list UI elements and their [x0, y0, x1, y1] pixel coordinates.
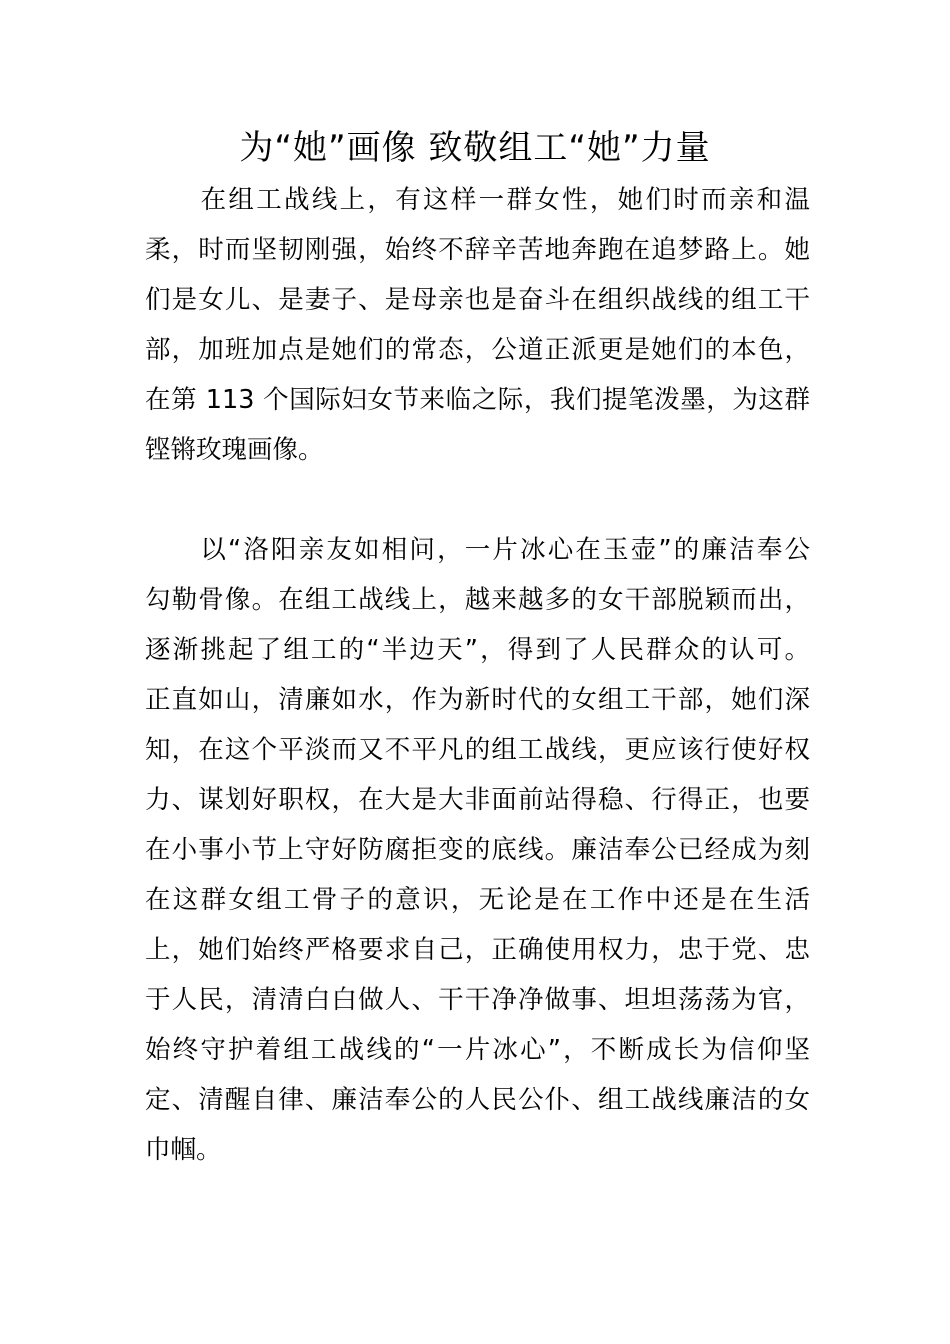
- paragraph-line: 以“洛阳亲友如相问，一片冰心在玉壶”的廉洁奉公: [145, 535, 810, 565]
- paragraph-integrity: [145, 525, 810, 1175]
- paragraph-intro: [145, 175, 810, 475]
- paragraph-line: 柔，时而坚韧刚强，始终不辞辛苦地奔跑在追梦路上。她: [145, 235, 810, 265]
- paragraph-line: 定、清醒自律、廉洁奉公的人民公仆、组工战线廉洁的女: [145, 1085, 810, 1115]
- paragraph-line: 力、谋划好职权，在大是大非面前站得稳、行得正，也要: [145, 785, 810, 815]
- paragraph-line: 知，在这个平淡而又不平凡的组工战线，更应该行使好权: [145, 735, 810, 765]
- paragraph-line: 逐渐挑起了组工的“半边天”，得到了人民群众的认可。: [145, 635, 810, 665]
- paragraph-line: 在小事小节上守好防腐拒变的底线。廉洁奉公已经成为刻: [145, 835, 810, 865]
- document-title: 为“她”画像 致敬组工“她”力量: [239, 128, 711, 168]
- paragraph-line: 上，她们始终严格要求自己，正确使用权力，忠于党、忠: [145, 935, 810, 965]
- paragraph-line: 于人民，清清白白做人、干干净净做事、坦坦荡荡为官，: [145, 985, 810, 1015]
- paragraph-line: 始终守护着组工战线的“一片冰心”，不断成长为信仰坚: [145, 1035, 810, 1065]
- paragraph-line: 正直如山，清廉如水，作为新时代的女组工干部，她们深: [145, 685, 810, 715]
- paragraph-line: 部，加班加点是她们的常态，公道正派更是她们的本色，: [145, 335, 810, 365]
- paragraph-line: 巾帼。: [145, 1135, 222, 1165]
- paragraph-line: 在组工战线上，有这样一群女性，她们时而亲和温: [145, 185, 810, 215]
- paragraph-line: 铿锵玫瑰画像。: [145, 435, 324, 465]
- paragraph-line: 在第 113 个国际妇女节来临之际，我们提笔泼墨，为这群: [145, 385, 810, 415]
- paragraph-line: 们是女儿、是妻子、是母亲也是奋斗在组织战线的组工干: [145, 285, 810, 315]
- paragraph-line: 在这群女组工骨子的意识，无论是在工作中还是在生活: [145, 885, 810, 915]
- paragraph-line: 勾勒骨像。在组工战线上，越来越多的女干部脱颖而出，: [145, 585, 810, 615]
